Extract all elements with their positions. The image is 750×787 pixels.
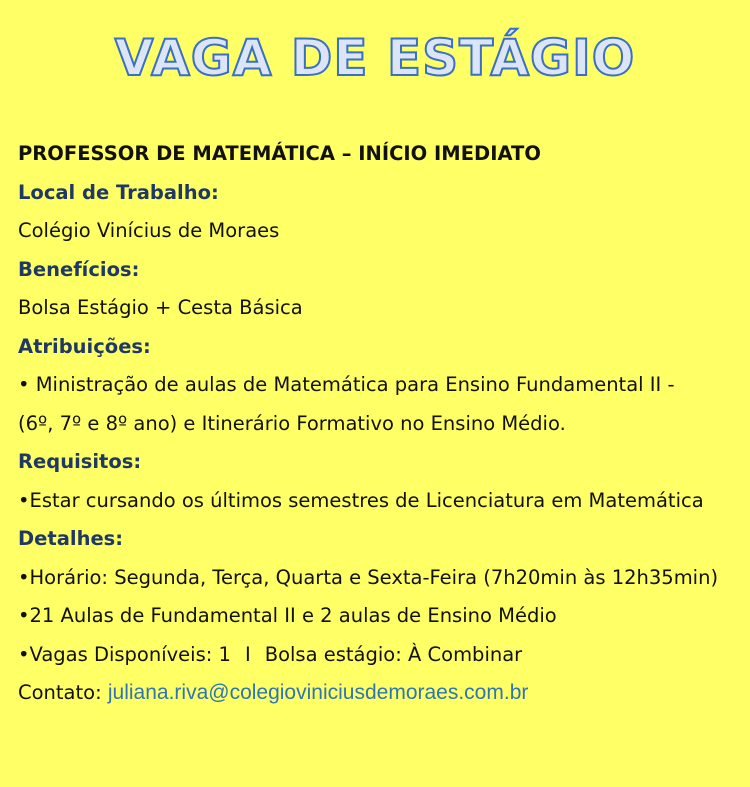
atribuicoes-label: Atribuições: [18, 334, 151, 358]
contato-row [18, 674, 746, 713]
beneficios-value: Bolsa Estágio + Cesta Básica [18, 296, 303, 319]
contato-label: Contato: [18, 681, 102, 704]
local-label: Local de Trabalho: [18, 180, 219, 204]
page-title: VAGA DE ESTÁGIO [114, 29, 636, 87]
requisitos-line-1: •Estar cursando os últimos semestres de Licenciatura em Matemática [18, 488, 704, 512]
detalhes-horario: •Horário: Segunda, Terça, Quarta e Sexta-Feira (7h20min às 12h35min) [18, 565, 719, 589]
job-posting-body [18, 135, 746, 713]
contato-email-link[interactable]: juliana.riva@colegioviniciusdemoraes.com.br [107, 681, 529, 704]
detalhes-vagas: •Vagas Disponíveis: 1 [18, 642, 231, 666]
detalhes-separator: I [244, 642, 251, 666]
local-value: Colégio Vinícius de Moraes [18, 219, 280, 242]
detalhes-label: Detalhes: [18, 527, 124, 550]
beneficios-label: Benefícios: [18, 257, 140, 281]
atribuicoes-line-2: (6º, 7º e 8º ano) e Itinerário Formativo no Ensino Médio. [18, 411, 566, 435]
detalhes-vagas-row [18, 636, 746, 675]
requisitos-label: Requisitos: [18, 450, 142, 473]
detalhes-aulas: •21 Aulas de Fundamental II e 2 aulas de Ensino Médio [18, 604, 557, 627]
atribuicoes-line-1: • Ministração de aulas de Matemática para Ensino Fundamental II - [18, 373, 675, 396]
job-headline: PROFESSOR DE MATEMÁTICA – INÍCIO IMEDIATO [18, 142, 541, 165]
detalhes-bolsa: Bolsa estágio: À Combinar [264, 642, 523, 666]
